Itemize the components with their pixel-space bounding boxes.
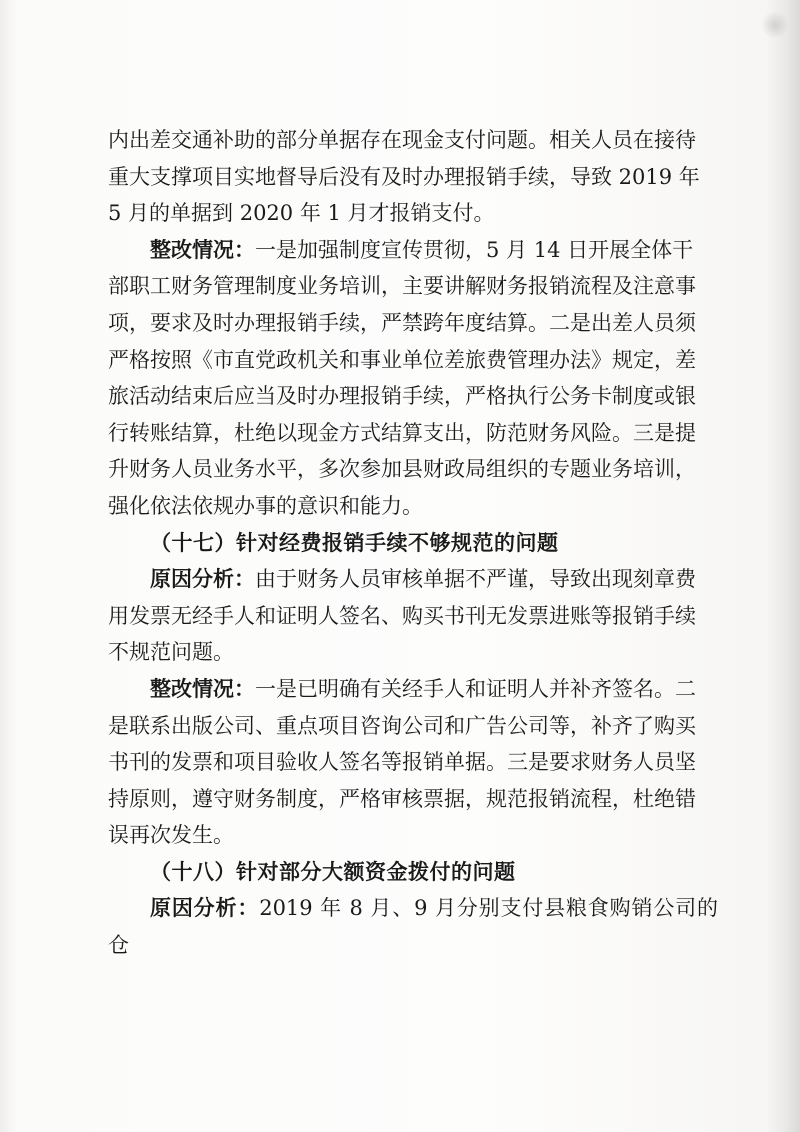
paragraph-continuation	[108, 122, 718, 232]
text-line: 持原则，遵守财务制度，严格审核票据，规范报销流程，杜绝错	[108, 786, 696, 811]
text-line: 内出差交通补助的部分单据存在现金支付问题。相关人员在接待	[108, 128, 696, 152]
text-line: 是联系出版公司、重点项目咨询公司和广告公司等，补齐了购买	[108, 713, 696, 738]
paragraph-cause-analysis-18	[108, 890, 718, 963]
text-line	[108, 890, 718, 963]
paragraph-lead: 原因分析：	[150, 566, 255, 592]
scan-smudge	[762, 10, 788, 40]
text-line: 升财务人员业务水平，多次参加县财政局组织的专题业务培训，	[108, 457, 696, 482]
text-line: 项，要求及时办理报销手续，严禁跨年度结算。二是出差人员须	[108, 310, 696, 335]
text-line: 重大支撑项目实地督导后没有及时办理报销手续，导致 2019 年	[108, 164, 700, 189]
paragraph-text: 由于财务人员审核单据不严谨，导致出现刻章费	[255, 567, 696, 592]
paragraph-rectification-17	[108, 671, 718, 854]
text-line: 行转账结算，杜绝以现金方式结算支出，防范财务风险。三是提	[108, 420, 696, 445]
text-line	[108, 232, 718, 269]
text-line: 强化依法依规办事的意识和能力。	[108, 493, 423, 518]
paragraph-rectification-1	[108, 232, 718, 525]
text-line: 用发票无经手人和证明人签名、购买书刊无发票进账等报销手续	[108, 603, 696, 628]
text-line	[108, 561, 718, 598]
paragraph-text: 一是已明确有关经手人和证明人并补齐签名。二	[255, 676, 696, 701]
text-line: 书刊的发票和项目验收人签名等报销单据。三是要求财务人员坚	[108, 750, 696, 775]
paragraph-lead: 整改情况：	[150, 236, 255, 262]
paragraph-lead: 整改情况：	[150, 675, 255, 701]
text-line: 严格按照《市直党政机关和事业单位差旅费管理办法》规定，差	[108, 347, 696, 372]
text-line: 旅活动结束后应当及时办理报销手续，严格执行公务卡制度或银	[108, 384, 696, 409]
document-body	[108, 122, 718, 964]
paragraph-text: 一是加强制度宣传贯彻，5 月 14 日开展全体干	[255, 237, 694, 262]
text-line: 部职工财务管理制度业务培训，主要讲解财务报销流程及注意事	[108, 274, 696, 299]
text-line: 不规范问题。	[108, 640, 234, 665]
section-heading-18: （十八）针对部分大额资金拨付的问题	[150, 858, 516, 884]
page-edge-shadow	[766, 0, 800, 1132]
text-line: 5 月的单据到 2020 年 1 月才报销支付。	[108, 201, 495, 226]
paragraph-text: 2019 年 8 月、9 月分别支付县粮食购销公司的仓	[108, 896, 719, 958]
section-heading-17: （十七）针对经费报销手续不够规范的问题	[150, 529, 559, 555]
text-line: 误再次发生。	[108, 823, 234, 848]
paragraph-cause-analysis-17	[108, 561, 718, 671]
text-line	[108, 671, 718, 708]
paragraph-lead: 原因分析：	[150, 895, 260, 921]
